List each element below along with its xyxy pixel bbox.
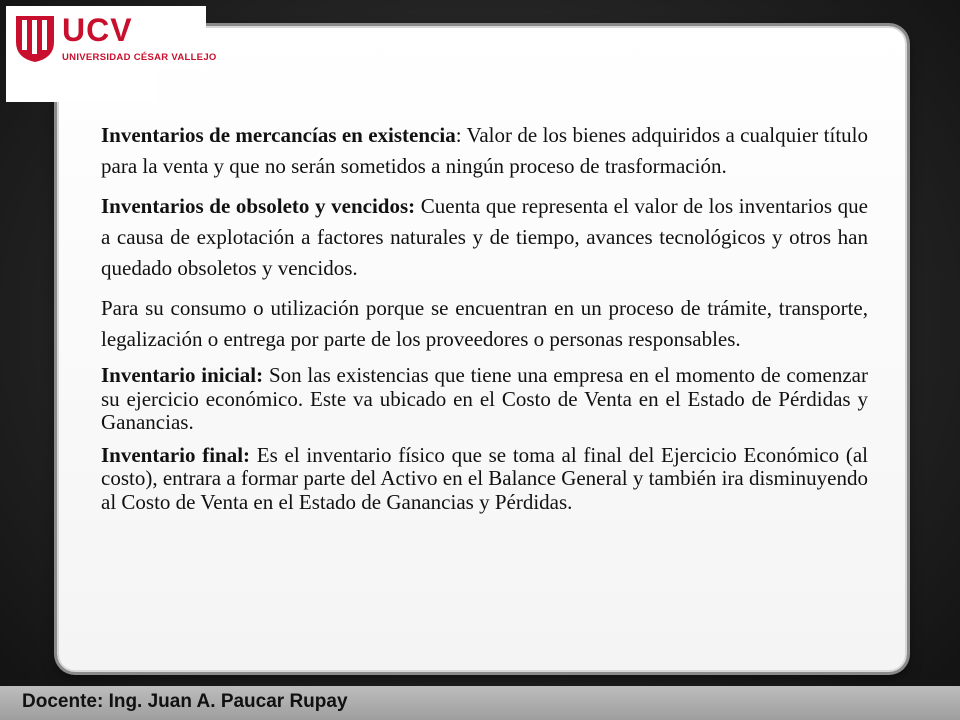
logo-name: UCV [62,12,133,48]
paragraph-body: : Valor de los bienes adquiridos a cualquier título para la venta y que no serán sometidos a ningún proceso de trasformación. [101,123,868,178]
paragraph-heading: Inventario final: [101,442,251,467]
paragraph-body: Para su consumo o utilización porque se encuentran en un proceso de trámite, transporte, legalización o entrega por parte de los proveedores o personas responsables. [101,296,868,351]
paragraph-obsoleto [101,191,868,284]
paragraph-body: Cuenta que representa el valor de los inventarios que a causa de explotación a factores naturales y de tiempo, avances tecnológicos y otros han quedado obsoletos y vencidos. [101,194,868,280]
paragraph-inicial [101,364,868,435]
paragraph-heading: Inventarios de obsoleto y vencidos: [101,194,416,218]
ucv-shield-icon [14,12,56,64]
paragraph-heading: Inventarios de mercancías en existencia [101,123,456,147]
paragraph-body: Es el inventario físico que se toma al final del Ejercicio Económico (al costo), entrara a formar parte del Activo en el Balance General y también ira disminuyendo al Costo de Venta en el Estado de Ganancias y Pérdidas. [101,442,868,514]
paragraph-mercancias [101,120,868,182]
slide-text [101,120,868,523]
footer-teacher: Docente: Ing. Juan A. Paucar Rupay [22,691,348,712]
logo [6,6,217,70]
paragraph-consumo [101,293,868,355]
logo-subtitle: UNIVERSIDAD CÉSAR VALLEJO [62,52,217,63]
paragraph-body: Son las existencias que tiene una empresa en el momento de comenzar su ejercicio económico. Este va ubicado en el Costo de Venta en el Estado de Pérdidas y Ganancias. [101,363,868,434]
logo-tab [6,70,156,102]
paragraph-heading: Inventario inicial: [101,363,264,387]
paragraph-final [101,444,868,515]
